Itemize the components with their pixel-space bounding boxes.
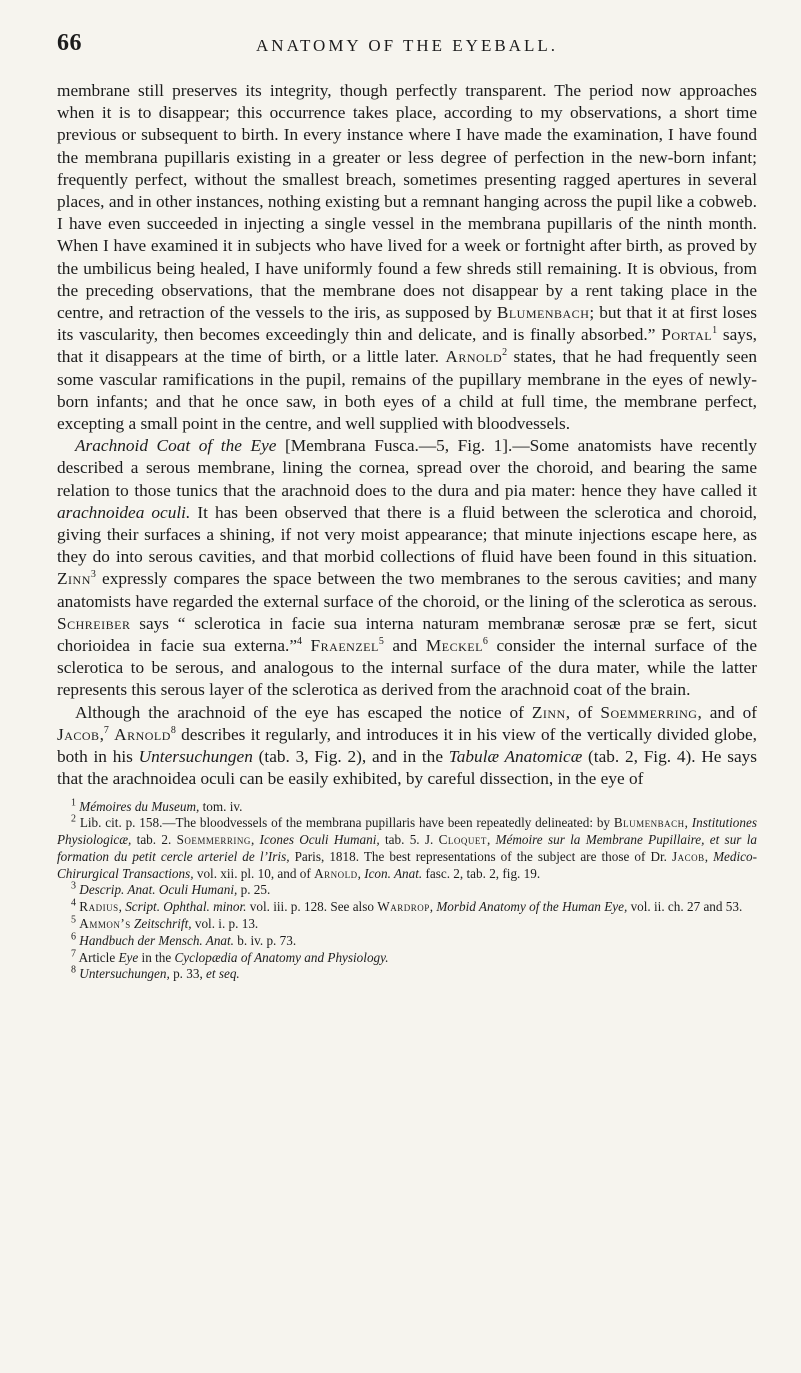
author-name: Blumenbach (496, 303, 590, 323)
footnote-marker: 7 (71, 948, 76, 960)
author-name: Arnold (445, 347, 503, 367)
text-run: , of (565, 702, 601, 722)
author-name: Wardrop (377, 899, 430, 915)
text-run: Lib. cit. p. 158.—The bloodvessels of the membrana pupillaris have been repeatedly delineated: by (76, 815, 614, 831)
footnote (57, 950, 757, 967)
italic-text: Mémoire sur la Membrane Pupillaire, et sur la formation du petit cercle arteriel de l’Iris, (57, 832, 757, 864)
text-run: It has been observed that there is a fluid between the sclerotica and choroid, giving their surfaces a shining, if not very moist appearance; that minute injections escape here, as they do into serous cavities, and that morbid collections of fluid have been found in this situation. (57, 502, 757, 567)
italic-text: Zeitschrift, (134, 916, 192, 932)
footnote-marker: 1 (71, 797, 76, 809)
italic-text: Icon. Anat. (364, 865, 423, 881)
text-run: , (486, 832, 496, 848)
footnote (57, 815, 757, 882)
text-run: p. 25. (237, 882, 271, 898)
text-run: tab. 2. (131, 832, 177, 848)
italic-text: Tabulæ Anatomicæ (448, 747, 583, 767)
text-run: vol. iii. p. 128. See also (246, 899, 378, 915)
text-run: membrane still preserves its integrity, though perfectly transparent. The period now approaches when it is to disappear; this occurrence takes place, according to my observations, a short time previous or subsequent to birth. In every instance where I have made the examination, I have found the membrana pupillaris existing in a greater or less degree of perfection in the new-born infant; frequently perfect, without the smallest breach, sometimes presenting ragged apertures in several places, and in other instances, nothing existing but a remnant hanging across the pupil like a cobweb. I have even succeeded in injecting a single vessel in the membrana pupillaris of the ninth month. When I have examined it in subjects who have lived for a week or fortnight after birth, as proved by the umbilicus being healed, I have uniformly found a few shreds still remaining. It is obvious, from the preceding observations, that the membrane does not disappear by a rent taking place in the centre, and retraction of the vessels to the iris, as supposed by (57, 81, 757, 323)
text-run: vol. i. p. 13. (191, 916, 259, 932)
footnotes (57, 799, 757, 984)
author-name: Schreiber (57, 613, 131, 633)
italic-text: Arachnoid Coat of the Eye (75, 436, 277, 456)
italic-text: Cyclopædia of Anatomy and Physiology. (174, 949, 389, 965)
text-run: [Membrana Fusca.—5, Fig. 1].—Some anatomists have recently described a serous membrane, lining the cornea, spread over the choroid, and bearing the same relation to those tunics that the arachnoid does to the dura and pia mater: hence they have called it (57, 436, 757, 500)
footnote-marker: 4 (297, 636, 302, 648)
footnote (57, 899, 757, 916)
text-run: , and of (697, 702, 758, 722)
text-run: b. iv. p. 73. (233, 932, 297, 948)
footnote (57, 933, 757, 950)
author-name: Fraenzel (310, 636, 379, 656)
text-run: states, that he had frequently seen some vascular ramifications in the pupil, remains of the pupillary membrane in the eyes of newly-born infants; and that he once saw, in both eyes of a child at full time, the membrane perfect, excepting a small point in the centre, and well supplied with bloodvessels. (57, 347, 757, 434)
footnote (57, 966, 757, 983)
author-name: Radius (79, 899, 119, 915)
paragraph (57, 702, 757, 791)
text-run: , (684, 815, 692, 831)
italic-text: arachnoidea oculi. (57, 502, 191, 522)
text-run: , (250, 832, 260, 848)
author-name: Meckel (425, 636, 483, 656)
text-run: p. 33, (169, 966, 207, 982)
text-run: Paris, 1818. The best representations of the subject are those of Dr. (289, 848, 673, 864)
italic-text: et seq. (206, 966, 240, 982)
text-run: tom. iv. (199, 798, 243, 814)
text-run (302, 636, 311, 655)
author-name: Cloquet (438, 832, 487, 848)
italic-text: Icones Oculi Humani, (259, 832, 380, 848)
footnote (57, 882, 757, 899)
author-name: Jacob (672, 848, 705, 864)
italic-text: Mémoires du Museum, (79, 798, 200, 814)
text-run: Although the arachnoid of the eye has escaped the notice of (75, 702, 532, 722)
author-name: Jacob (57, 724, 100, 744)
page-header (57, 30, 757, 62)
text-run: Article (76, 949, 119, 965)
text-run: ; but that it at first loses its vascularity, then becomes exceedingly thin and delicate, and is finally absorbed.” (57, 303, 757, 345)
text-run: describes it regularly, and introduces it in his view of the vertically divided globe, both in his (57, 724, 757, 767)
footnote-marker: 3 (71, 881, 76, 893)
paragraph (57, 435, 757, 701)
text-run: consider the internal surface of the sclerotica to be serous, and analogous to the internal surface of the dura mater, while the latter represents this serous layer of the sclerotica as derived from the arachnoid coat of the brain. (57, 636, 757, 700)
author-name: Ammon’s (79, 916, 131, 932)
author-name: Portal (661, 325, 713, 345)
author-name: Soemmerring (176, 832, 251, 848)
italic-text: Untersuchungen, (79, 966, 170, 982)
text-run: vol. ii. ch. 27 and 53. (627, 899, 743, 915)
text-run: (tab. 3, Fig. 2), and in the (252, 747, 449, 767)
text-run: (tab. 2, Fig. 4). He says that the arachnoidea oculi can be easily exhibited, by careful dissection, in the eye of (57, 747, 757, 789)
footnote-marker: 2 (71, 813, 76, 825)
author-name: Blumenbach (613, 815, 685, 831)
footnote-marker: 8 (71, 965, 76, 977)
page-number: 66 (57, 30, 82, 56)
footnote-marker: 1 (712, 325, 718, 337)
italic-text: Descrip. Anat. Oculi Humani, (79, 882, 238, 898)
text-run: says, that it disappears at the time of birth, or a little later. (57, 325, 757, 367)
footnote-marker: 5 (378, 636, 384, 648)
italic-text: Untersuchungen (138, 747, 253, 767)
text-run: fasc. 2, tab. 2, fig. 19. (422, 865, 541, 881)
running-head: ANATOMY OF THE EYEBALL. (256, 36, 558, 55)
italic-text: Institutiones Physiologicæ, (57, 815, 757, 848)
italic-text: Eye (118, 949, 139, 965)
italic-text: Medico-Chirurgical Transactions, (57, 848, 757, 881)
footnote-marker: 2 (502, 347, 508, 359)
text-run: , (99, 724, 104, 744)
text-run: , (118, 899, 126, 915)
footnote-marker: 4 (71, 897, 76, 909)
italic-text: Handbuch der Mensch. Anat. (79, 932, 234, 948)
author-name: Arnold (114, 724, 171, 744)
body-text (57, 80, 757, 791)
footnote-marker: 8 (170, 725, 176, 737)
author-name: Zinn (531, 702, 566, 722)
text-run: says “ sclerotica in facie sua interna naturam membranæ serosæ præ se fert, sicut chorioidea in facie sua externa.” (57, 613, 757, 656)
text-run: tab. 5. J. (379, 832, 439, 848)
author-name: Zinn (57, 569, 91, 589)
text-run: vol. xii. pl. 10, and of (193, 865, 315, 881)
italic-text: Morbid Anatomy of the Human Eye, (436, 899, 628, 915)
paragraph (57, 80, 757, 435)
text-run: , (357, 865, 365, 881)
footnote-marker: 5 (71, 914, 76, 926)
text-run: and (383, 636, 426, 656)
footnote-marker: 7 (103, 725, 109, 737)
text-run: expressly compares the space between the two membranes to the serous cavities; and many anatomists have regarded the external surface of the choroid, or the lining of the sclerotica as serous. (57, 569, 757, 611)
footnote (57, 799, 757, 816)
footnote-marker: 6 (482, 636, 488, 648)
footnote-marker: 6 (71, 931, 76, 943)
footnote-marker: 3 (90, 569, 96, 581)
text-run: , (704, 848, 714, 864)
text-run: , (429, 899, 437, 915)
footnote (57, 916, 757, 933)
author-name: Soemmerring (600, 702, 698, 722)
italic-text: Script. Ophthal. minor. (125, 899, 247, 915)
text-run: in the (138, 949, 175, 965)
author-name: Arnold (314, 865, 358, 881)
